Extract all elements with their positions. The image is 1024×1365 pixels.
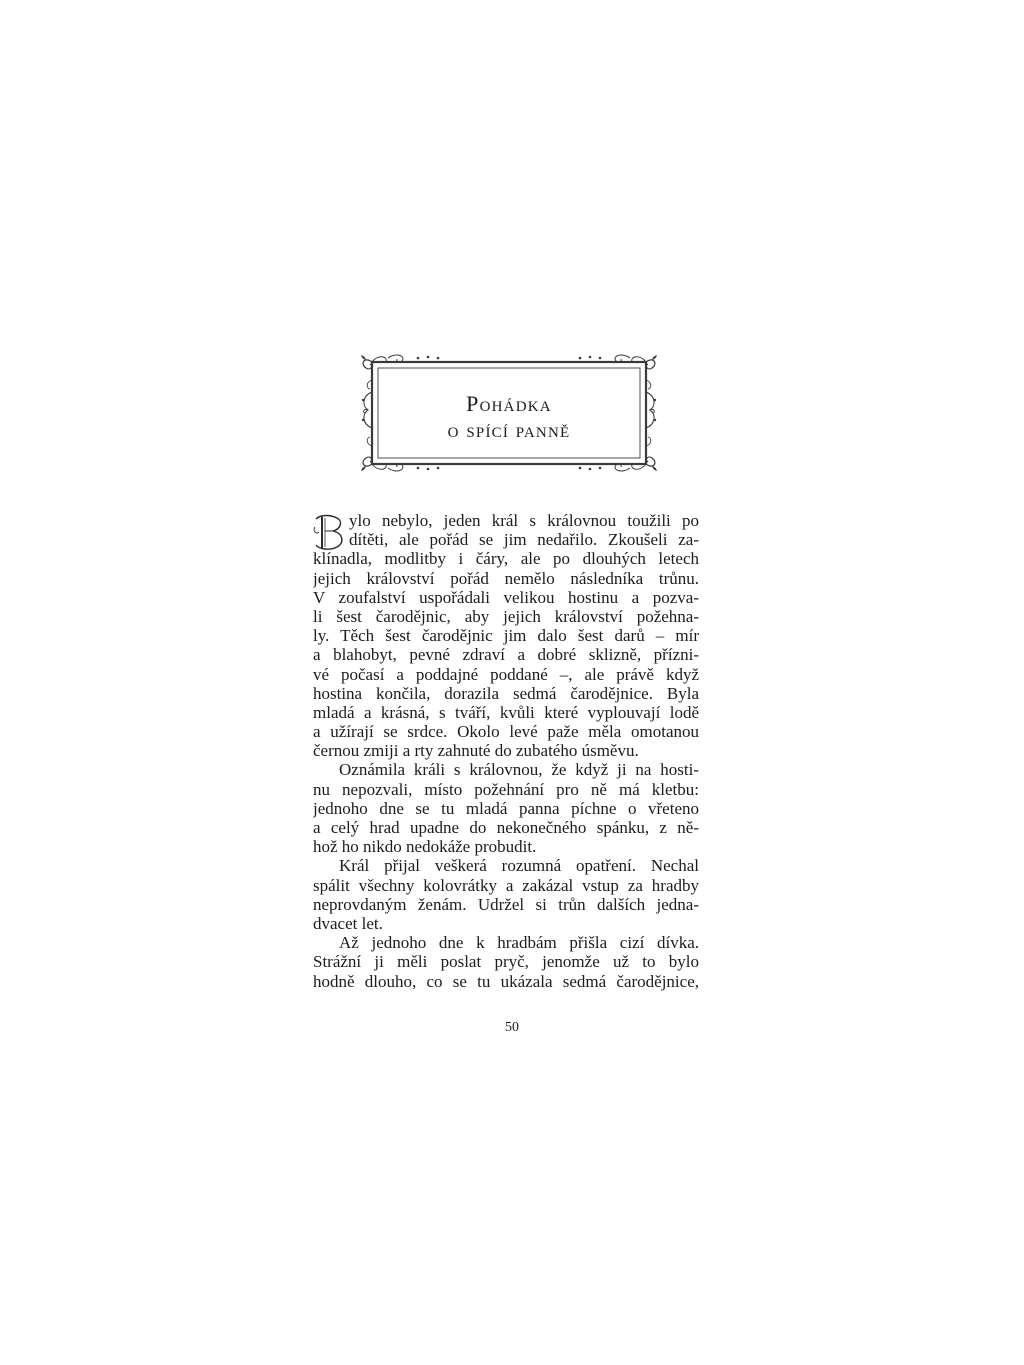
paragraph-3-line-2: spálit všechny kolovrátky a zakázal vstup za hradby <box>313 875 699 895</box>
paragraph-1-line-3: klínadla, modlitby i čáry, ale po dlouhých letech <box>313 549 699 569</box>
chapter-title-frame <box>358 352 660 474</box>
paragraph-1-line-2: dítěti, ale pořád se jim nedařilo. Zkoušeli za- <box>349 530 699 550</box>
page-number: 50 <box>505 1020 519 1035</box>
paragraph-1-line-8: a blahobyt, pevné zdraví a dobré sklizně, přízni- <box>313 645 699 665</box>
paragraph-2-line-2: nu nepozvali, místo požehnání pro ně má kletbu: <box>313 779 699 799</box>
paragraph-3-line-3: neprovdaným ženám. Udržel si trůn dalších jedna- <box>313 894 699 914</box>
paragraph-1-line-11: mladá a krásná, s tváří, kvůli které vyplouvají lodě <box>313 702 699 722</box>
drop-cap-b <box>313 513 347 551</box>
paragraph-1-line-1: ylo nebylo, jeden král s královnou toužili po <box>349 511 699 530</box>
paragraph-1-line-5: V zoufalství uspořádali velikou hostinu a pozva- <box>313 587 699 607</box>
paragraph-2-line-5: hož ho nikdo nedokáže probudit. <box>313 837 537 857</box>
paragraph-2-line-3: jednoho dne se tu mladá panna píchne o vřeteno <box>313 798 699 818</box>
chapter-title-line-2: o spící panně <box>447 417 571 442</box>
paragraph-1-line-4: jejich království pořád nemělo následníka trůnu. <box>313 568 699 588</box>
chapter-title-line-1: Pohádka <box>466 391 552 416</box>
paragraph-1-line-12: a užírají se srdce. Okolo levé paže měla omotanou <box>313 722 699 742</box>
paragraph-3-line-1: Král přijal veškerá rozumná opatření. Nechal <box>339 856 699 876</box>
story-text <box>313 511 699 991</box>
paragraph-3-line-4: dvacet let. <box>313 913 383 933</box>
paragraph-1-line-13: černou zmiji a rty zahnuté do zubatého úsměvu. <box>313 741 639 761</box>
paragraph-2-line-1: Oznámila králi s královnou, že když ji na hosti- <box>339 760 699 780</box>
paragraph-4-line-3: hodně dlouho, co se tu ukázala sedmá čarodějnice, <box>313 971 699 991</box>
paragraph-1-line-9: vé počasí a poddajné poddané –, ale právě když <box>313 664 699 684</box>
paragraph-4-line-1: Až jednoho dne k hradbám přišla cizí dívka. <box>339 933 699 953</box>
paragraph-1-line-6: li šest čarodějnic, aby jejich království požehna- <box>313 606 699 626</box>
paragraph-4-line-2: Strážní ji měli poslat pryč, jenomže už to bylo <box>313 952 699 972</box>
paragraph-1-line-10: hostina končila, dorazila sedmá čarodějnice. Byla <box>313 683 699 703</box>
paragraph-1-line-7: ly. Těch šest čarodějnic jim dalo šest darů – mír <box>313 626 699 646</box>
paragraph-2-line-4: a celý hrad upadne do nekonečného spánku, z ně- <box>313 818 699 837</box>
